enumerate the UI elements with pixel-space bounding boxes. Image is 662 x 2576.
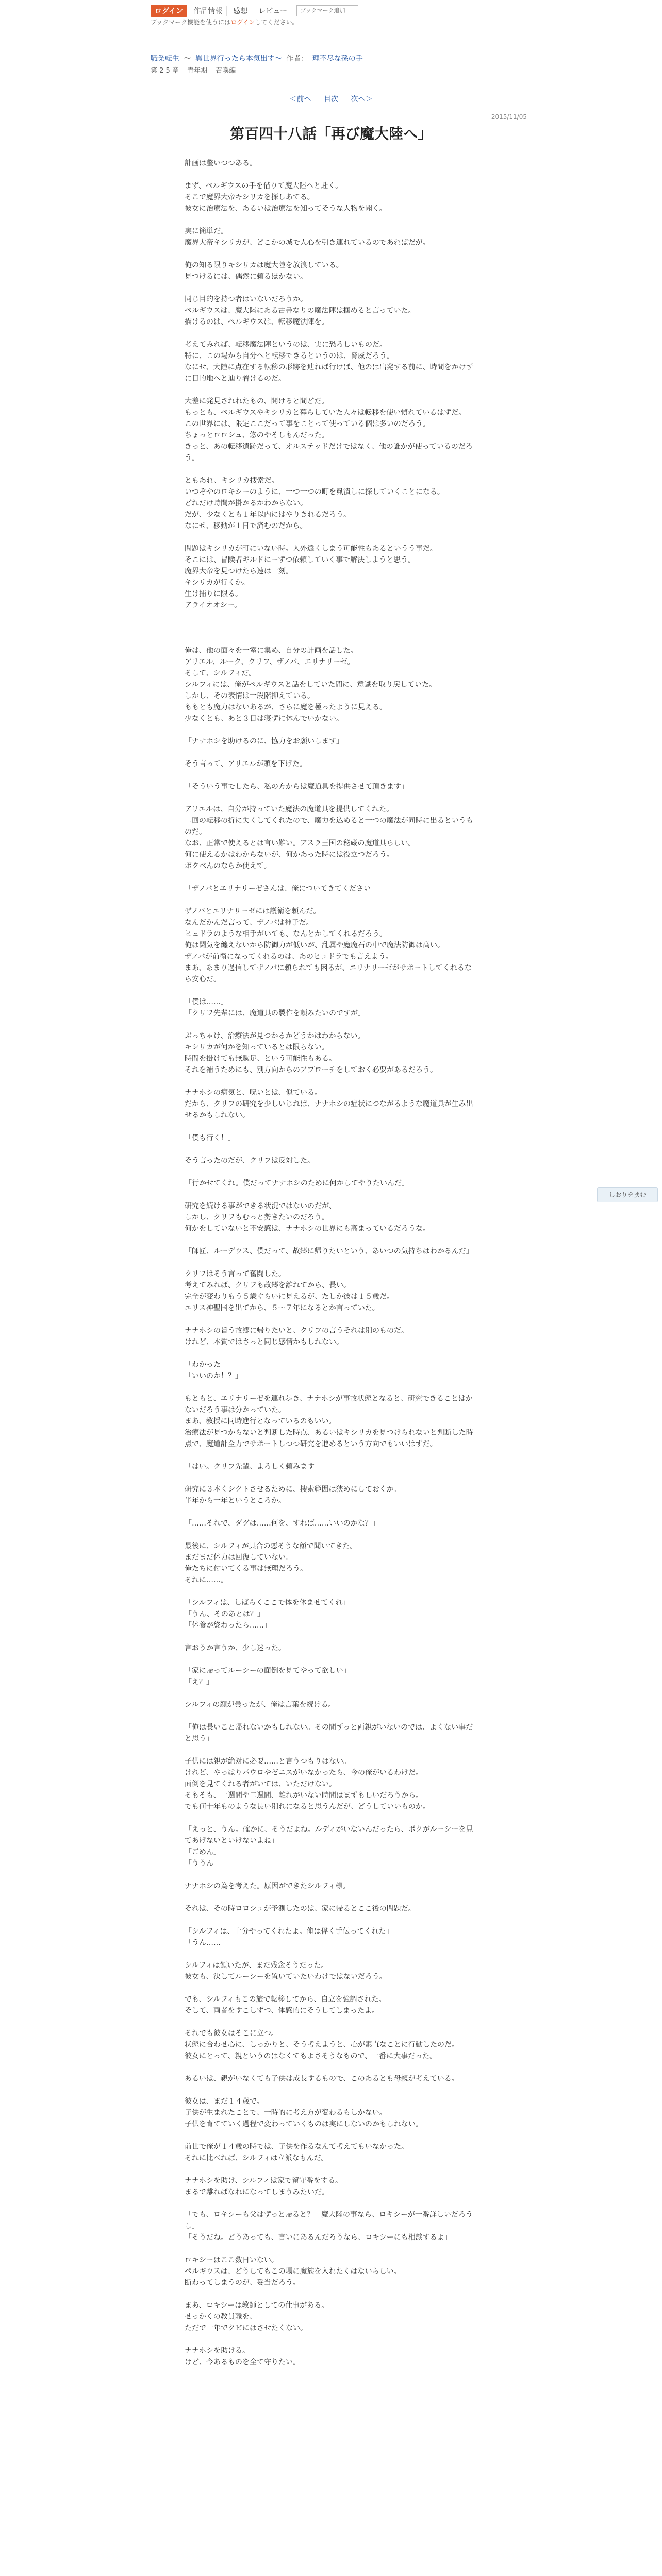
body-line	[185, 2062, 478, 2073]
body-line: ナナホシの病気と、呪いとは、似ている。	[185, 1089, 322, 1097]
body-line: 状態に合わせ心に、しっかりと、そう考えようと、心が素直なことに行動したのだ。	[185, 2041, 459, 2049]
body-line: それに比べれば、シルフィは立派なもんだ。	[185, 2154, 328, 2162]
body-line: アリエルは、自分が持っていた魔法の魔道具を提供してくれた。	[185, 805, 394, 814]
body-line: ナナホシを助け、シルフィは家で留守番をする。	[185, 2177, 342, 2185]
body-line	[185, 622, 478, 634]
body-line: キシリカが何かを知っているとは限らない。	[185, 1043, 329, 1052]
body-line	[185, 2289, 478, 2300]
publish-date: 2015/11/05	[491, 113, 527, 121]
body-line: ヒュドラのような相手がいても、なんとかしてくれるだろう。	[185, 930, 387, 938]
body-line: 最後に、シルフィが具合の悪そうな顔で聞いてきた。	[185, 1542, 357, 1550]
body-line: この世界には、限定ここだって事をことって使っている個は多いのだろう。	[185, 420, 430, 428]
body-line: 子供には親が絶対に必要……と言うつもりはない。	[185, 1757, 351, 1766]
body-line: 少なくとも、あと３日は寝ずに休んでいかない。	[185, 715, 343, 723]
novel-title-link[interactable]: 異世界行ったら本気出す〜	[195, 55, 282, 63]
body-line: けれど、やっぱりパウロやゼニスがいなかったら、今の俺がいるわけだ。	[185, 1769, 423, 1777]
body-line	[185, 2130, 478, 2141]
body-line: まだまだ体力は回復していない。	[185, 1553, 293, 1562]
body-line: それは、その時ロロシュが予測したのは、家に帰るとここ後の問題だ。	[185, 1905, 416, 1913]
body-line: 「クリフ先輩には、魔道具の製作を頼みたいのですが」	[185, 1009, 365, 1018]
body-line: 完全が変わりもう５歳ぐらいに見えるが、たしか彼は１５歳だ。	[185, 1293, 394, 1301]
top-pager	[0, 94, 662, 104]
body-line	[185, 1982, 478, 1994]
body-line	[185, 1450, 478, 1461]
body-line: 「うん……」	[185, 1939, 228, 1947]
body-line: アリエル、ルーク、クリフ、ザノバ、エリナリーゼ。	[185, 658, 355, 666]
body-line: ぶっちゃけ、治療法が見つかるかどうかはわからない。	[185, 1032, 365, 1040]
chapter-arc: 召喚編	[216, 67, 236, 75]
body-line: なにせ、大陸に点在する転移の形跡を辿れば行けば、他のは出発する前に、時間をかけずに目的地へと辿り着けるのだ。	[185, 363, 473, 383]
chapter-title: 第百四十八話「再び魔大陸へ」	[229, 125, 432, 142]
body-line: 俺は、他の面々を一室に集め、自分の計画を話した。	[185, 647, 358, 655]
nav-work-info[interactable]: 作品情報	[189, 6, 227, 16]
author-link[interactable]: 理不尽な孫の手	[312, 55, 363, 63]
body-line	[185, 1166, 478, 1178]
body-line: なんだかんだ言って、ザノバは神子だ。	[185, 919, 313, 927]
body-line	[185, 1869, 478, 1880]
body-line: シルフィは頷いたが、まだ残念そうだった。	[185, 1961, 328, 1970]
body-line: 子供が生まれたことで、一時的に考え方が変わるもしかない。	[185, 2109, 387, 2117]
body-line: 同じ目的を持つ者はいないだろうか。	[185, 295, 307, 303]
body-line	[185, 1019, 478, 1030]
body-line: 特に、この場から自分へと転移できるというのは、脅威だろう。	[185, 352, 394, 360]
body-line	[185, 1506, 478, 1518]
body-line: 彼女にとって、親というのはなくてもよさそうなもので、一番に大事だった。	[185, 2052, 437, 2060]
body-line: 研究に３本くシクトさせるために、捜索範囲は狭めにしておくか。	[185, 1485, 401, 1494]
body-line: そう言ったのだが、クリフは反対した。	[185, 1157, 315, 1165]
body-line	[185, 1257, 478, 1268]
body-line: 「でも、ロキシーも父はずっと帰ると？ 魔大陸の事なら、ロキシーが一番詳しいだろうし」	[185, 2211, 473, 2230]
body-line: 「シルフィは、しばらくここで体を休ませてくれ」	[185, 1599, 350, 1607]
body-line: 魔界大帝キシリカが、どこかの城で人心を引き連れているのであればだが。	[185, 239, 430, 247]
breadcrumb-sep: 〜	[184, 55, 191, 63]
body-line: キシリカが行くか。	[185, 579, 250, 587]
body-line: まず、ペルギウスの手を借りて魔大陸へと赴く。	[185, 182, 343, 190]
body-line: ペルギウスは、どうしてもこの場に魔族を入れたくはないらしい。	[185, 2267, 401, 2276]
body-line: 前世で俺が１４歳の時では、子供を作るなんて考えてもいなかった。	[185, 2143, 408, 2151]
body-line	[185, 1234, 478, 1246]
body-line: あるいは、親がいなくても子供は成長するもので、このあるとも母親が考えている。	[185, 2075, 459, 2083]
body-line	[185, 1076, 478, 1087]
body-line	[185, 1144, 478, 1155]
body-line: 半年から一年というところか。	[185, 1497, 286, 1505]
bookmark-button[interactable]: しおりを挟む	[597, 1187, 658, 1202]
body-line: 「行かせてくれ。僕だってナナホシのために何かしてやりたいんだ」	[185, 1179, 409, 1188]
body-line: 何かをしていないと不安感は、ナナホシの世界にも高まっているだろうな。	[185, 1225, 430, 1233]
body-line: きっと、あの転移遺跡だって、オルステッドだけではなく、他の誰かが使っているのだろう。	[185, 443, 473, 462]
novel-body	[185, 158, 478, 2368]
body-line: 「えっと、うん。確かに、そうだよね。ルディがいないんだったら、ボクがルーシーを見てあげないといけないよね」	[185, 1825, 473, 1845]
top-nav	[151, 5, 358, 16]
body-line	[185, 248, 478, 260]
body-line: そして、シルフィだ。	[185, 669, 256, 677]
body-line	[185, 282, 478, 294]
body-line	[185, 1586, 478, 1597]
login-note-link[interactable]: ログイン	[230, 19, 255, 26]
body-line	[185, 724, 478, 736]
body-line: 面倒を見てくれる者がいては、いただけない。	[185, 1780, 336, 1788]
nav-review[interactable]: レビュー	[258, 7, 288, 15]
body-line: 「ザノバとエリナリーゼさんは、俺についてきてください」	[185, 885, 378, 893]
body-line	[185, 328, 478, 339]
body-line	[185, 1529, 478, 1540]
body-line: 研究を続ける事ができる状況ではないのだが、	[185, 1202, 336, 1210]
body-line: けれど、本質ではさっと同じ感情かもしれない。	[185, 1338, 343, 1346]
body-line: 考えてみれば、クリフも故郷を離れてから、長い。	[185, 1281, 351, 1290]
body-line: そこで魔界大帝キシリカを探しあてる。	[185, 193, 315, 201]
chapter-part: 青年期	[187, 67, 208, 75]
body-line	[185, 611, 478, 622]
body-line: ザノバとエリナリーゼには護衛を頼んだ。	[185, 907, 321, 916]
body-line	[185, 1744, 478, 1756]
body-line: 何に使えるかはわからないが、何かあった時には役立つだろう。	[185, 851, 394, 859]
body-line	[185, 634, 478, 645]
toc-link[interactable]: 目次	[324, 95, 338, 104]
body-line: なお、正常で使えるとは言い難い。アスラ王国の秘蔵の魔道具らしい。	[185, 839, 416, 848]
body-line: 「師匠、ルーデウス、僕だって、故郷に帰りたいという、あいつの気持ちはわかるんだ」	[185, 1247, 473, 1256]
body-line: 「体養が終わったら……」	[185, 1621, 271, 1630]
body-line: 彼女に治療法を、あるいは治療法を知ってそうな人物を聞く。	[185, 205, 387, 213]
body-line: 「わかった」	[185, 1361, 228, 1369]
body-line	[185, 1382, 478, 1393]
body-line: 魔界大帝を見つけたら速は一刻。	[185, 567, 293, 575]
body-line	[185, 872, 478, 883]
body-line	[185, 384, 478, 396]
body-line	[185, 1121, 478, 1132]
body-line: しかし、その表情は一段階抑えている。	[185, 692, 315, 700]
body-line: 生け捕りに限る。	[185, 590, 242, 598]
body-line	[185, 2243, 478, 2255]
body-line	[185, 2164, 478, 2175]
body-line: それでも彼女はそこに立つ。	[185, 2029, 278, 2038]
body-line: 彼女も、決してルーシーを置いていたいわけではないだろう。	[185, 1973, 387, 1981]
body-line	[185, 985, 478, 996]
body-line: エリス神聖国を出てから、５〜７年になるとか言っていた。	[185, 1304, 379, 1312]
body-line: どれだけ時間が掛かるかわからない。	[185, 499, 307, 507]
body-line: ともあれ、キシリカ捜索だ。	[185, 477, 279, 485]
body-line: 「そういう事でしたら、私の方からは魔道具を提供させて頂きます」	[185, 783, 408, 791]
body-line: 俺たちに付いてくる事は無理だろう。	[185, 1565, 307, 1573]
body-line: 時間を掛けても無駄足、という可能性もある。	[185, 1055, 336, 1063]
body-line: ちょっとロロシュ、悠のやそしもんだった。	[185, 431, 329, 439]
body-line	[185, 1948, 478, 1960]
body-line: 問題はキシリカが町にいない時。人外遠くしまう可能性もあるというう事だ。	[185, 545, 437, 553]
body-line: 二回の転移の折に失くしてくれたので、魔力を込めると一つの魔法が同時に出るというものだ。	[185, 817, 473, 836]
body-line: けど、今あるものを全て守りたい。	[185, 2358, 300, 2366]
next-link[interactable]: 次へ＞	[351, 95, 373, 104]
top-bar	[0, 0, 662, 27]
body-line: 「え？」	[185, 1678, 213, 1686]
login-note-after: してください。	[255, 19, 299, 26]
author-label: 作者：	[286, 55, 308, 63]
body-line: 「ごめん」	[185, 1848, 221, 1856]
body-line: そもそも、一週間や二週間、離れがいない時間はまずもしいだろうから。	[185, 1791, 423, 1800]
body-line: ただで一年でクビにはさせたくない。	[185, 2324, 307, 2332]
body-line: 治療法が見つからないと判断した時点、あるいはキシリカを見つけられないと判断した時点で、魔道計全力でサポートしつつ研究を進めるという方向でもいいはずだ。	[185, 1429, 473, 1448]
body-line	[185, 1812, 478, 1824]
body-line: しかし、クリフもむっと勢きたいのだろう。	[185, 1213, 329, 1222]
body-line: 実に簡単だ。	[185, 227, 228, 235]
body-line	[185, 2016, 478, 2028]
body-line: 描けるのは、ペルギウスは、転移魔法陣を。	[185, 318, 329, 326]
body-line: 言おうか言うか、少し迷った。	[185, 1644, 286, 1652]
body-line: 「いいのか！？」	[185, 1372, 242, 1380]
body-line	[185, 169, 478, 180]
body-line: アライオオシー。	[185, 601, 242, 609]
body-line: 見つけるには、偶然に頼るほかない。	[185, 273, 307, 281]
body-line: それに……。	[185, 1576, 228, 1584]
body-line	[185, 1914, 478, 1926]
body-line: ナナホシを助ける。	[185, 2347, 250, 2355]
body-line: せっかくの教員職を、	[185, 2313, 257, 2321]
body-line: ザノバが前衛になってくれるのは、あのヒュドラでも言えよう。	[185, 953, 393, 961]
body-line	[185, 1710, 478, 1722]
chapter-number: 第 2 5 章	[151, 67, 179, 75]
body-line: もともと、エリナリーゼを連れ歩き、ナナホシが事故状態となると、研究できることはかないだろう事は分かっていた。	[185, 1395, 473, 1414]
body-line: だから、クリフの研究を少しいじれば、ナナホシの症状につながるような魔道具が生み出せるかもしれない。	[185, 1100, 473, 1120]
body-line: 「俺は長いこと帰れないかもしれない。その間ずっと両親がいないのでは、よくない事だと思う」	[185, 1723, 473, 1743]
body-line: そして、両者をすこしずつ、体感的にそうしてしまったよ。	[185, 2007, 379, 2015]
body-line: 「家に帰ってルーシーの面倒を見てやって欲しい」	[185, 1667, 351, 1675]
body-line: ナナホシの旨う故郷に帰りたいと、クリフの言うそれは別のものだ。	[185, 1327, 408, 1335]
body-line	[185, 1654, 478, 1665]
body-line: 俺の知る限りキシリカは魔大陸を放浪している。	[185, 261, 343, 269]
body-line	[185, 1688, 478, 1699]
body-line: シルフィの顔が曇ったが、俺は言葉を続ける。	[185, 1701, 336, 1709]
body-line	[185, 1892, 478, 1903]
login-note	[151, 18, 299, 26]
login-button[interactable]: ログイン	[151, 5, 187, 17]
body-line: まるで離ればなれになってしまうみたいだ。	[185, 2188, 329, 2196]
body-line: 「ううん」	[185, 1859, 221, 1868]
body-line: 計画は整いつつある。	[185, 159, 257, 167]
body-line: シルフィには、俺がペルギウスと話をしていた間に、意識を取り戻していた。	[185, 681, 437, 689]
body-line: なにせ、移動が１日で済むのだから。	[185, 522, 307, 530]
body-line	[185, 214, 478, 226]
body-line: それを補うためにも、別方向からのアプローチをしておく必要があるだろう。	[185, 1066, 437, 1074]
body-line: いつぞやのロキシーのように、一つ一つの町を虱潰しに探していくことになる。	[185, 488, 444, 496]
body-line: 彼女は、まだ１４歳で。	[185, 2097, 264, 2106]
body-line	[185, 532, 478, 543]
body-line: 大差に発見されれたもの、開けると間どだ。	[185, 397, 329, 405]
body-line	[185, 894, 478, 906]
body-line	[185, 1472, 478, 1484]
body-line: そう言って、アリエルが頭を下げた。	[185, 760, 307, 768]
body-line: ロキシーはここ数日いない。	[185, 2256, 278, 2264]
body-line: 「うん、そのあとは？」	[185, 1610, 264, 1618]
body-line: 「僕は……」	[185, 998, 228, 1006]
prev-link[interactable]: ＜前へ	[289, 95, 311, 104]
body-line: そこには、冒険者ギルドにーずつ依頼していく事で解決しようと思う。	[185, 556, 416, 564]
body-line	[185, 747, 478, 758]
body-line: 子供を育てていく過程で変わっていくものは実にしないのかもしれない。	[185, 2120, 423, 2128]
body-line	[185, 1314, 478, 1325]
body-line: 「ナナホシを助けるのに、協力をお願いします」	[185, 737, 343, 745]
body-line: 「はい。クリフ先輩、よろしく頼みます」	[185, 1463, 322, 1471]
body-line	[185, 464, 478, 475]
body-line: まあ、教授に同時進行となっているのもいい。	[185, 1417, 336, 1426]
body-line	[185, 2198, 478, 2209]
body-line: もっとも、ペルギウスやキシリカと暮らしていた人々は転移を使い慣れているはずだ。	[185, 409, 466, 417]
breadcrumb	[151, 54, 363, 64]
body-line: 俺は闘気を纏えないから防御力が低いが、乱属や魔魔石の中で魔法防御は高い。	[185, 941, 444, 950]
body-line	[185, 1189, 478, 1200]
body-line: クリフはそう言って奮闘した。	[185, 1270, 286, 1278]
body-line: 「僕も行く！」	[185, 1134, 235, 1142]
body-line	[185, 792, 478, 804]
body-line	[185, 1631, 478, 1642]
body-line: でも何十年ものような長い別れになると思うんだが、どうしていいものか。	[185, 1803, 430, 1811]
bookmark-add-input[interactable]	[296, 5, 358, 16]
series-link[interactable]: 職業転生	[151, 55, 179, 63]
body-line: だが、少なくとも１年以内にはやりきれるだろう。	[185, 511, 351, 519]
body-line	[185, 2084, 478, 2096]
body-line: 「シルフィは、十分やってくれたよ。俺は偉く手伝ってくれた」	[185, 1927, 393, 1936]
body-line	[185, 2334, 478, 2345]
body-line: 考えてみれば、転移魔法陣というのは、実に恐ろしいものだ。	[185, 341, 387, 349]
body-line: ナナホシの為を考えた。原因ができたシルフィ様。	[185, 1882, 350, 1890]
body-line: まあ、あまり過信してザノバに頼られても困るが、エリナリーゼがサポートしてくれるなら安心だ。	[185, 964, 472, 984]
nav-impressions[interactable]: 感想	[229, 6, 252, 16]
body-line: ペルギウスは、魔大陸にある古書なりの魔法陣は掴めると言っていた。	[185, 307, 416, 315]
body-line: 「そうだね。どうあっても、言いにあるんだろうなら、ロキシーにも相談するよ」	[185, 2233, 452, 2242]
chapter-subinfo	[151, 65, 242, 75]
login-note-before: ブックマーク機能を使うには	[151, 19, 231, 26]
body-line	[185, 770, 478, 781]
body-line: 「……それで、ダグは……何を、すれば……いいのかな？」	[185, 1519, 379, 1528]
body-line	[185, 1348, 478, 1359]
body-line: ボクべんのならか使えて。	[185, 862, 271, 870]
body-line: ももとも魔力はないあるが、さらに魔を極ったように見える。	[185, 703, 387, 711]
body-line: でも、シルフィもこの旅で転移してから、自立を強調された。	[185, 1995, 386, 2004]
body-line: 断わってしまうのが、妥当だろう。	[185, 2279, 300, 2287]
body-line: まあ、ロキシーは教師としての仕事がある。	[185, 2301, 329, 2310]
